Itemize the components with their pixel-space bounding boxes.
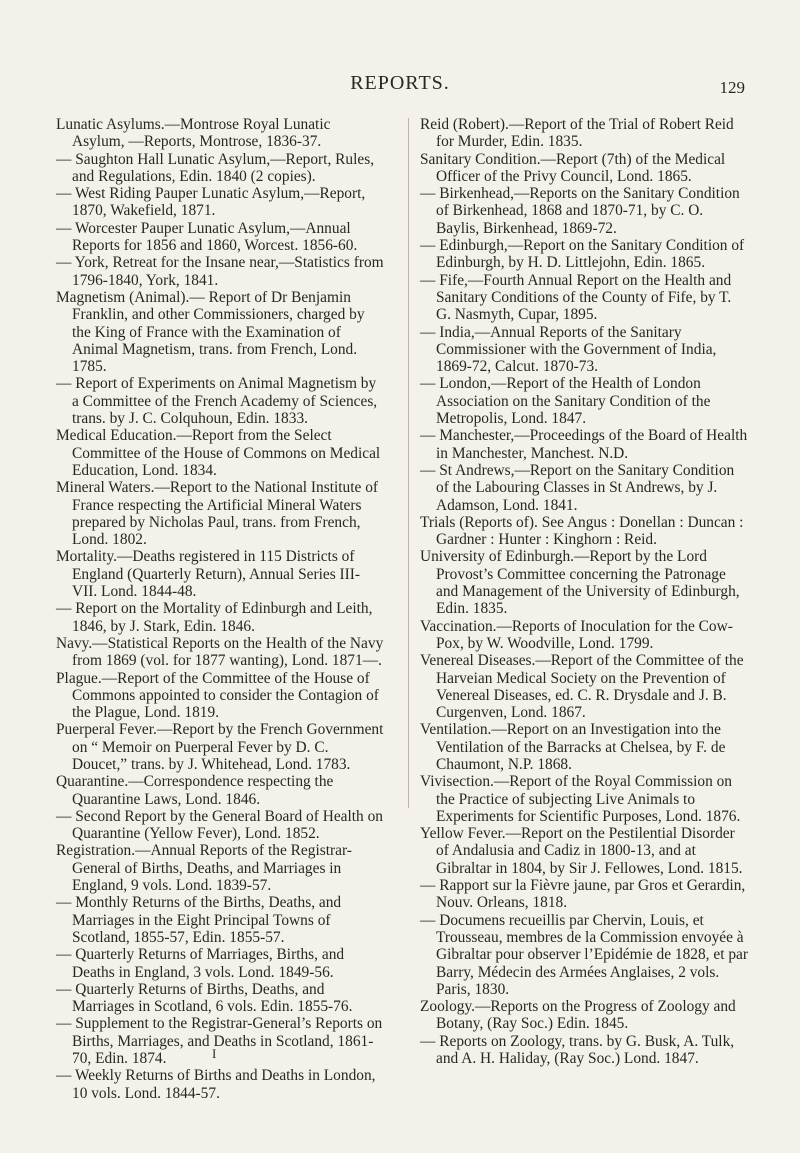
entry: — Supplement to the Registrar-General’s Reports on Births, Marriages, and Deaths in Scotland, 1861-70, Edin. 1874. [56,1015,383,1068]
entry: — Report of Experiments on Animal Magnetism by a Committee of the French Academy of Sciences, trans. by J. C. Colquhoun, Edin. 1833. [56,375,378,428]
signature-mark: I [212,1046,217,1061]
entry: Vivisection.—Report of the Royal Commission on the Practice of subjecting Live Animals to Experiments for Scientific Purposes, Lond. 1876. [420,773,741,825]
running-title: REPORTS. [350,72,450,94]
entry: — Quarterly Returns of Marriages, Births, and Deaths in England, 3 vols. Lond. 1849-56. [56,946,345,981]
entry: — Monthly Returns of the Births, Deaths, and Marriages in the Eight Principal Towns of Scotland, 1855-57, Edin. 1855-57. [56,894,342,946]
entry: Registration.—Annual Reports of the Registrar-General of Births, Deaths, and Marriages in England, 9 vols. Lond. 1839-57. [56,842,352,895]
entry: — Weekly Returns of Births and Deaths in London, 10 vols. Lond. 1844-57. [56,1067,376,1102]
entry: — Edinburgh,—Report on the Sanitary Condition of Edinburgh, by H. D. Littlejohn, Edin. 1865. [420,237,745,272]
left-column [56,116,384,1102]
entry: Magnetism (Animal).— Report of Dr Benjamin Franklin, and other Commissioners, charged by the King of France with the Examination of Animal Magnetism, trans. from French, Lond. 1785. [56,288,365,376]
entry: — Birkenhead,—Reports on the Sanitary Condition of Birkenhead, 1868 and 1870-71, by C. O. Baylis, Birkenhead, 1869-72. [420,185,740,237]
entry: — Saughton Hall Lunatic Asylum,—Report, Rules, and Regulations, Edin. 1840 (2 copies). [56,150,375,185]
page-header [0,72,800,112]
entry: Plague.—Report of the Committee of the House of Commons appointed to consider the Contagion of the Plague, Lond. 1819. [56,669,379,722]
entry: — Manchester,—Proceedings of the Board of Health in Manchester, Manchest. N.D. [420,427,748,462]
entry: Venereal Diseases.—Report of the Committee of the Harveian Medical Society on the Prevention of Venereal Diseases, ed. C. R. Drysdale and J. B. Curgenven, Lond. 1867. [420,652,744,722]
entry: Zoology.—Reports on the Progress of Zoology and Botany, (Ray Soc.) Edin. 1845. [420,998,736,1033]
entry: Yellow Fever.—Report on the Pestilential Disorder of Andalusia and Cadiz in 1800-13, and at Gibraltar in 1804, by Sir J. Fellowes, Lond. 1815. [420,825,743,877]
entry: Quarantine.—Correspondence respecting the Quarantine Laws, Lond. 1846. [56,773,334,808]
entry: Sanitary Condition.—Report (7th) of the Medical Officer of the Privy Council, Lond. 1865. [420,150,726,185]
entry: — Fife,—Fourth Annual Report on the Health and Sanitary Conditions of the County of Fife, by T. G. Nasmyth, Cupar, 1895. [420,271,732,324]
entry: — Worcester Pauper Lunatic Asylum,—Annual Reports for 1856 and 1860, Worcest. 1856-60. [56,219,358,255]
entry: — West Riding Pauper Lunatic Asylum,—Report, 1870, Wakefield, 1871. [56,185,366,220]
entry: Medical Education.—Report from the Select Committee of the House of Commons on Medical Education, Lond. 1834. [56,427,381,479]
entry: — London,—Report of the Health of London Association on the Sanitary Condition of the Metropolis, Lond. 1847. [420,375,711,428]
entry: — St Andrews,—Report on the Sanitary Condition of the Labouring Classes in St Andrews, by J. Adamson, Lond. 1841. [420,461,735,514]
entry: — Second Report by the General Board of Health on Quarantine (Yellow Fever), Lond. 1852. [56,807,383,843]
entry: Mortality.—Deaths registered in 115 Districts of England (Quarterly Return), Annual Series III-VII. Lond. 1844-48. [56,548,361,601]
entry: Ventilation.—Report on an Investigation into the Ventilation of the Barracks at Chelsea, by F. de Chaumont, N.P. 1868. [420,721,726,773]
entry: Vaccination.—Reports of Inoculation for the Cow-Pox, by W. Woodville, Lond. 1799. [420,617,733,652]
entry: — Report on the Mortality of Edinburgh and Leith, 1846, by J. Stark, Edin. 1846. [56,600,373,635]
entry: Puerperal Fever.—Report by the French Government on “ Memoir on Puerperal Fever by D. C. Doucet,” trans. by J. Whitehead, Lond. 1783. [56,721,384,773]
entry: — Reports on Zoology, trans. by G. Busk, A. Tulk, and A. H. Haliday, (Ray Soc.) Lond. 1847. [420,1032,735,1068]
entry: Reid (Robert).—Report of the Trial of Robert Reid for Murder, Edin. 1835. [420,116,734,151]
column-divider [408,118,409,808]
entry: — Quarterly Returns of Births, Deaths, and Marriages in Scotland, 6 vols. Edin. 1855-76. [56,980,353,1016]
entry: Navy.—Statistical Reports on the Health of the Navy from 1869 (vol. for 1877 wanting), Lond. 1871—. [56,634,384,670]
entry: Lunatic Asylums.—Montrose Royal Lunatic Asylum, —Reports, Montrose, 1836-37. [56,116,331,151]
entry: University of Edinburgh.—Report by the Lord Provost’s Committee concerning the Patronage and Management of the University of Edinburgh, Edin. 1835. [420,548,740,618]
entry: Mineral Waters.—Report to the National Institute of France respecting the Artificial Mineral Waters prepared by Nicholas Paul, trans. from French, Lond. 1802. [56,479,379,549]
entry: Trials (Reports of). See Angus : Donellan : Duncan : Gardner : Hunter : Kinghorn : Reid. [420,513,744,549]
page-number: 129 [719,78,745,97]
entry: — Rapport sur la Fièvre jaune, par Gros et Gerardin, Nouv. Orleans, 1818. [420,877,746,912]
entry: — India,—Annual Reports of the Sanitary Commissioner with the Government of India, 1869-72, Calcut. 1870-73. [420,323,717,376]
entry: — York, Retreat for the Insane near,—Statistics from 1796-1840, York, 1841. [56,254,384,289]
right-column [420,116,748,1067]
entry: — Documens recueillis par Chervin, Louis, et Trousseau, membres de la Commission envoyée à Gibraltar pour observer l’Epidémie de 1828, et par Barry, Médecin des Armées Anglaises, 2 vols. Paris, 1830. [420,911,748,998]
